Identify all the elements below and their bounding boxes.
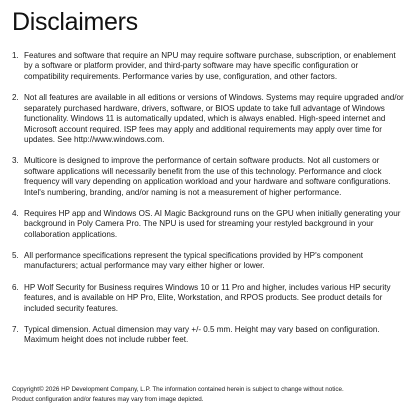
item-number: 2. [12, 93, 19, 103]
item-number: 3. [12, 156, 19, 166]
disclaimer-item-5 [8, 251, 404, 272]
item-number: 1. [12, 51, 19, 60]
disclaimer-item-1 [8, 51, 404, 82]
item-number: 7. [12, 324, 19, 334]
copyright-line: Copyright© 2026 HP Development Company, L.P. The information contained herein is subject to change without notice. [12, 386, 344, 393]
item-text: Multicore is designed to improve the performance of certain software products. Not all customers or software applications will necessarily benefit from the use of this technology. Performance and clock frequency will vary depending on application workload and your hardware and software configurations. Intel's numbering, branding, and/or naming is not a measurement of higher performance. [24, 156, 391, 197]
configuration-note: Product configuration and/or features may vary from image depicted. [12, 395, 204, 403]
item-text: Not all features are available in all editions or versions of Windows. Systems may require upgraded and/or separately purchased hardware, drivers, software, or BIOS update to take full advantage of Windows functionality. Windows 11 is automatically updated, which is always enabled. High-speed internet and Microsoft account required. ISP fees may apply and additional requirements may apply over time for updates. See http://www.windows.com. [24, 93, 404, 144]
disclaimer-list [8, 51, 404, 357]
item-number: 6. [12, 282, 19, 292]
item-text: Requires HP app and Windows OS. AI Magic Background runs on the GPU when initially generating your background in Poly Camera Pro. The NPU is used for streaming your restyled background in your collaboration applications. [24, 208, 401, 239]
item-number: 4. [12, 208, 19, 218]
disclaimer-item-7 [8, 325, 404, 346]
item-text: All performance specifications represent the typical specifications provided by HP's component manufacturers; actual performance may vary either higher or lower. [24, 250, 363, 271]
page-title: Disclaimers [12, 8, 138, 36]
item-text: Features and software that require an NPU may require software purchase, subscription, or enablement by a software or platform provider, and third-party software may have specific configuration or compatibility requirements. Performance varies by use, configuration, and other factors. [24, 51, 396, 81]
disclaimer-item-2 [8, 93, 404, 145]
item-text: Typical dimension. Actual dimension may vary +/- 0.5 mm. Height may vary based on configuration. Maximum height does not include rubber feet. [24, 324, 380, 345]
item-number: 5. [12, 250, 19, 260]
disclaimer-item-4 [8, 209, 404, 240]
disclaimer-item-3 [8, 156, 404, 198]
item-text: HP Wolf Security for Business requires Windows 10 or 11 Pro and higher, includes various HP security features, and is available on HP Pro, Elite, Workstation, and RPOS products. See product details for included security features. [24, 282, 391, 313]
copyright-footer [12, 385, 404, 404]
disclaimer-item-6 [8, 283, 404, 314]
